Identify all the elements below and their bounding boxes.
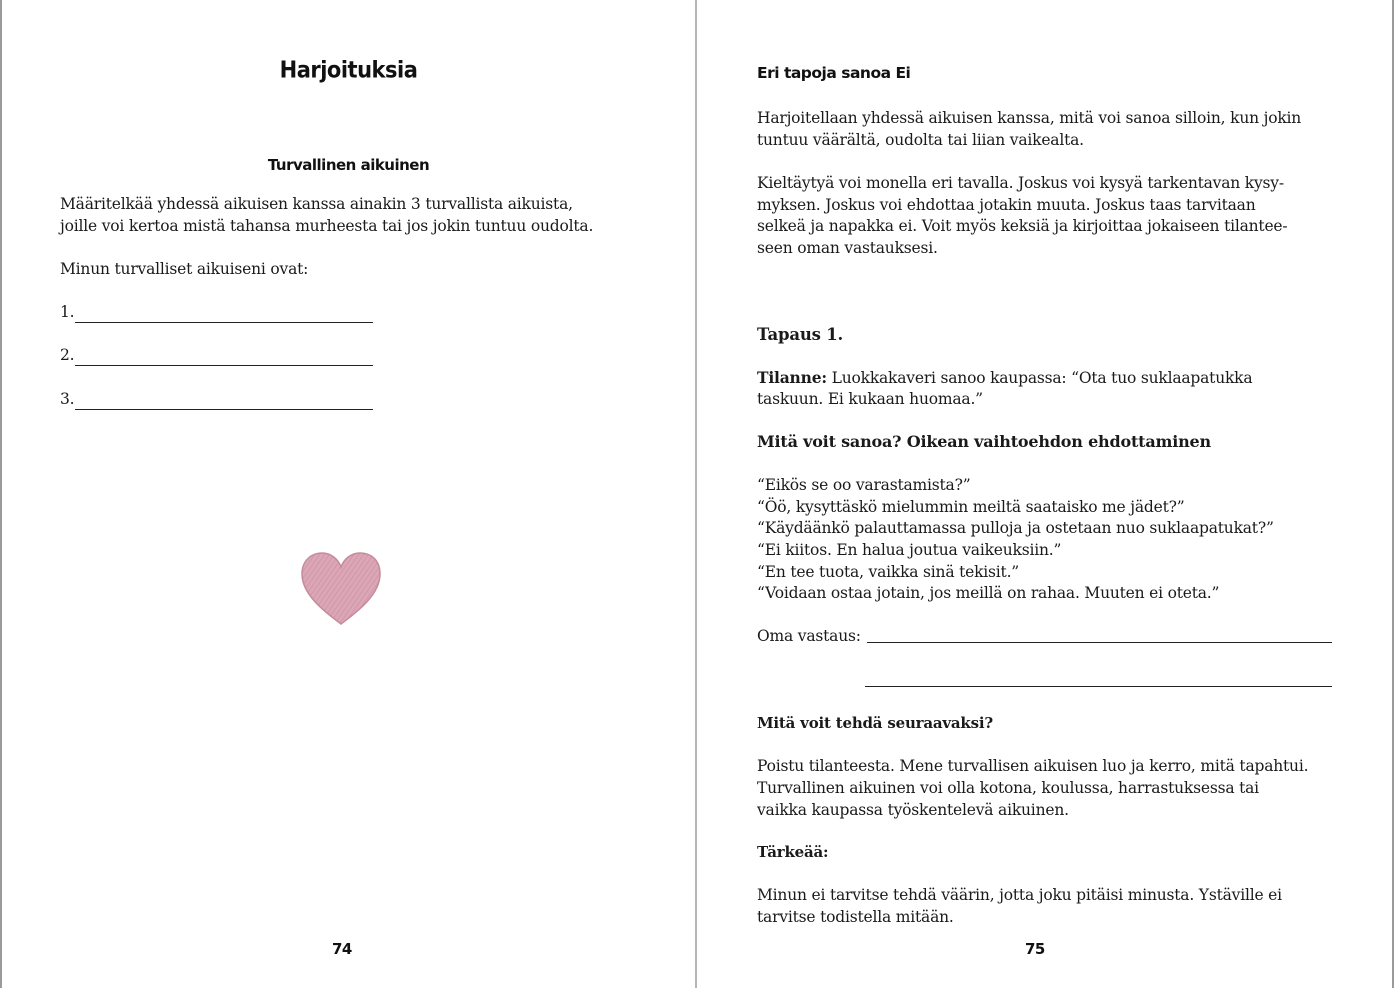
list-item[interactable] bbox=[60, 302, 373, 323]
intro-line-2: joille voi kertoa mistä tahansa murheesta tai jos jokin tuntuu oudolta. bbox=[60, 217, 594, 235]
page-number: 75 bbox=[1025, 940, 1045, 958]
own-answer-line-1[interactable] bbox=[867, 642, 1332, 643]
paragraph-line: vaikka kaupassa työskentelevä aikuinen. bbox=[757, 801, 1069, 819]
answer-option: “En tee tuota, vaikka sinä tekisit.” bbox=[757, 563, 1020, 581]
own-answer-line-2[interactable] bbox=[865, 686, 1332, 687]
list-prompt: Minun turvalliset aikuiseni ovat: bbox=[60, 260, 309, 278]
answer-option: “Eikös se oo varastamista?” bbox=[757, 476, 971, 494]
intro-line-1: Määritelkää yhdessä aikuisen kanssa ainakin 3 turvallista aikuista, bbox=[60, 195, 573, 213]
answer-option: “Voidaan ostaa jotain, jos meillä on rahaa. Muuten ei oteta.” bbox=[757, 584, 1220, 602]
paragraph-line: tarvitse todistella mitään. bbox=[757, 908, 954, 926]
write-line[interactable] bbox=[75, 348, 373, 366]
next-heading: Mitä voit tehdä seuraavaksi? bbox=[757, 714, 993, 732]
case-title: Tapaus 1. bbox=[757, 325, 844, 344]
own-answer-label: Oma vastaus: bbox=[757, 627, 861, 645]
intro-line-2: tuntuu väärältä, oudolta tai liian vaikealta. bbox=[757, 131, 1084, 149]
list-item[interactable] bbox=[60, 345, 373, 366]
answer-option: “Käydäänkö palauttamassa pulloja ja ostetaan nuo suklaapatukat?” bbox=[757, 519, 1274, 537]
list-number: 3. bbox=[60, 390, 75, 408]
intro-line-1: Harjoitellaan yhdessä aikuisen kanssa, mitä voi sanoa silloin, kun jokin bbox=[757, 109, 1302, 127]
list-item[interactable] bbox=[60, 389, 373, 410]
important-heading: Tärkeää: bbox=[757, 843, 829, 861]
situation-line-1 bbox=[757, 367, 1252, 390]
page-title: Harjoituksia bbox=[279, 56, 418, 84]
situation-label: Tilanne: bbox=[757, 368, 827, 387]
page-title: Eri tapoja sanoa Ei bbox=[757, 64, 911, 82]
paragraph-line: myksen. Joskus voi ehdottaa jotakin muuta. Joskus taas tarvitaan bbox=[757, 196, 1256, 214]
heart-icon bbox=[298, 550, 384, 628]
situation-line-2: taskuun. Ei kukaan huomaa.” bbox=[757, 390, 983, 408]
situation-text: Luokkakaveri sanoo kaupassa: “Ota tuo suklaapatukka bbox=[826, 369, 1253, 387]
right-page bbox=[697, 0, 1392, 988]
write-line[interactable] bbox=[75, 392, 373, 410]
paragraph-line: Minun ei tarvitse tehdä väärin, jotta joku pitäisi minusta. Ystäville ei bbox=[757, 886, 1282, 904]
list-number: 1. bbox=[60, 303, 75, 321]
write-line[interactable] bbox=[75, 305, 373, 323]
paragraph-line: Poistu tilanteesta. Mene turvallisen aikuisen luo ja kerro, mitä tapahtui. bbox=[757, 757, 1309, 775]
section-subtitle: Turvallinen aikuinen bbox=[267, 156, 430, 174]
page-number: 74 bbox=[332, 940, 352, 958]
paragraph-line: seen oman vastauksesi. bbox=[757, 239, 938, 257]
answer-option: “Ei kiitos. En halua joutua vaikeuksiin.” bbox=[757, 541, 1062, 559]
paragraph-line: Kieltäytyä voi monella eri tavalla. Joskus voi kysyä tarkentavan kysy- bbox=[757, 174, 1284, 192]
question-heading: Mitä voit sanoa? Oikean vaihtoehdon ehdottaminen bbox=[757, 432, 1211, 451]
paragraph-line: Turvallinen aikuinen voi olla kotona, koulussa, harrastuksessa tai bbox=[757, 779, 1259, 797]
paragraph-line: selkeä ja napakka ei. Voit myös keksiä ja kirjoittaa jokaiseen tilantee- bbox=[757, 217, 1288, 235]
list-number: 2. bbox=[60, 346, 75, 364]
answer-option: “Öö, kysyttäskö mielummin meiltä saataisko me jädet?” bbox=[757, 498, 1185, 516]
left-page bbox=[2, 0, 695, 988]
